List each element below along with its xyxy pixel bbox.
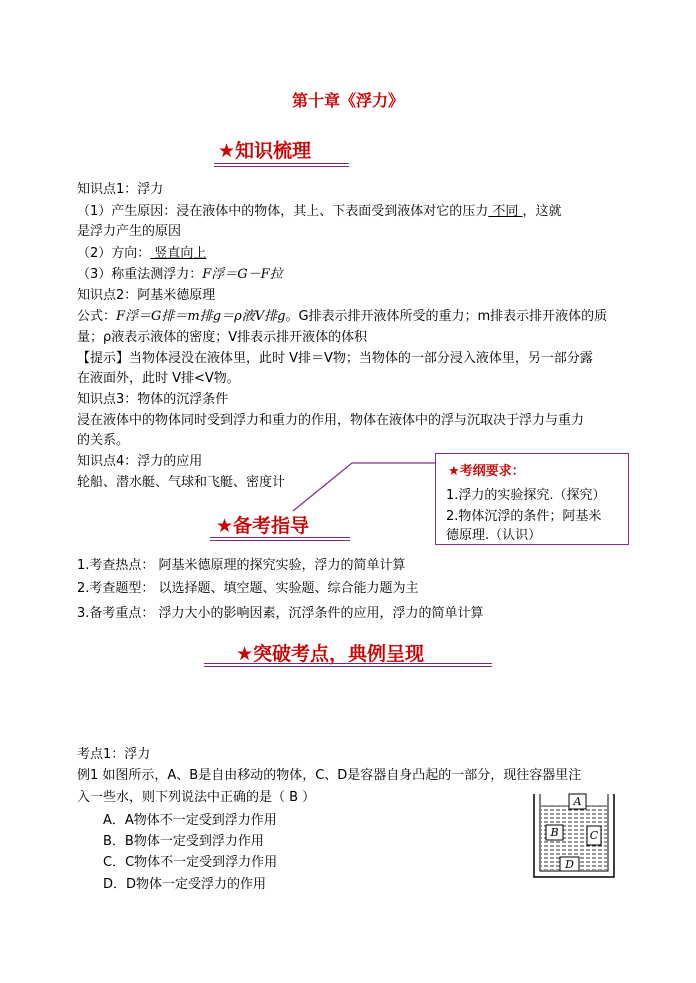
- answer-blank: 竖直向上: [150, 246, 207, 261]
- exam-point-heading: 考点1：浮力: [77, 747, 151, 762]
- knowledge-line: （3）称重法测浮力：F浮＝G－F拉: [77, 267, 283, 282]
- formula: F浮＝G排＝m排g＝ρ液V排g: [116, 309, 286, 324]
- knowledge-line: 轮船、潜水艇、气球和飞艇、密度计: [77, 475, 286, 490]
- tip-line: 在液面外，此时 V排<V物。: [77, 371, 240, 386]
- option-c: C．C物体不一定受到浮力作用: [103, 855, 278, 870]
- section-underline: [210, 537, 350, 538]
- section-underline: [204, 663, 492, 664]
- knowledge-point-2-heading: 知识点2：阿基米德原理: [77, 288, 216, 303]
- answer-blank: 不同: [488, 204, 523, 219]
- guide-line: 2.考查题型： 以选择题、填空题、实验题、综合能力题为主: [77, 581, 419, 596]
- guide-line: 1.考查热点： 阿基米德原理的探究实验，浮力的简单计算: [77, 558, 406, 573]
- knowledge-line: 是浮力产生的原因: [77, 224, 182, 239]
- box-line: 德原理.（认识）: [446, 528, 542, 543]
- section-underline: [204, 666, 492, 667]
- section-underline: [210, 540, 350, 541]
- box-line: 1.浮力的实验探究.（探究）: [446, 488, 606, 503]
- knowledge-line: 量；ρ液表示液体的密度；V排表示排开液体的体积: [77, 330, 368, 345]
- star-icon: ★: [218, 140, 236, 162]
- question-line: 例1 如图所示，A、B是自由移动的物体，C、D是容器自身凸起的一部分，现往容器里注: [77, 768, 582, 783]
- container-figure: [532, 792, 616, 880]
- star-icon: ★: [216, 515, 234, 537]
- section-underline: [214, 163, 349, 164]
- star-icon: ★: [236, 643, 254, 665]
- callout-connector: [290, 455, 440, 515]
- knowledge-point-3-heading: 知识点3：物体的沉浮条件: [77, 392, 229, 407]
- section-heading-guide: [216, 511, 309, 538]
- knowledge-line: 的关系。: [77, 433, 130, 448]
- figure-label-d: D: [565, 858, 574, 871]
- page-title: 第十章《浮力》: [291, 91, 404, 110]
- knowledge-line: 浸在液体中的物体同时受到浮力和重力的作用，物体在液体中的浮与沉取决于浮力与重力: [77, 413, 585, 428]
- section-title: 知识梳理: [235, 140, 312, 162]
- section-title: 突破考点，典例呈现: [253, 643, 425, 665]
- box-title: ★考纲要求：: [448, 464, 525, 479]
- knowledge-line: （2）方向： 竖直向上: [77, 246, 207, 261]
- knowledge-point-4-heading: 知识点4：浮力的应用: [77, 454, 203, 469]
- figure-label-a: A: [573, 795, 582, 808]
- option-b: B．B物体一定受到浮力作用: [103, 834, 264, 849]
- option-d: D．D物体一定受浮力的作用: [103, 877, 267, 892]
- knowledge-point-1-heading: 知识点1：浮力: [77, 182, 164, 197]
- knowledge-line: （1）产生原因：浸在液体中的物体，其上、下表面受到液体对它的压力 不同 ，这就: [77, 204, 562, 219]
- section-heading-knowledge: [218, 136, 311, 163]
- section-title: 备考指导: [233, 515, 310, 537]
- option-a: A．A物体不一定受到浮力作用: [103, 813, 277, 828]
- formula: F浮＝G－F拉: [202, 267, 283, 282]
- guide-line: 3.备考重点： 浮力大小的影响因素，沉浮条件的应用，浮力的简单计算: [77, 606, 484, 621]
- section-heading-examples: [236, 639, 424, 666]
- exam-outline-box: [435, 453, 629, 545]
- question-line: 入一些水，则下列说法中正确的是（ B ）: [77, 790, 316, 805]
- figure-label-c: C: [589, 829, 599, 842]
- figure-label-b: B: [550, 826, 559, 839]
- section-underline: [214, 166, 349, 167]
- knowledge-line: 公式：F浮＝G排＝m排g＝ρ液V排g。G排表示排开液体所受的重力；m排表示排开液体的质: [77, 309, 608, 324]
- box-line: 2.物体沉浮的条件；阿基米: [446, 509, 602, 524]
- tip-line: 【提示】当物体浸没在液体里，此时 V排＝V物；当物体的一部分浸入液体里，另一部分露: [77, 351, 593, 366]
